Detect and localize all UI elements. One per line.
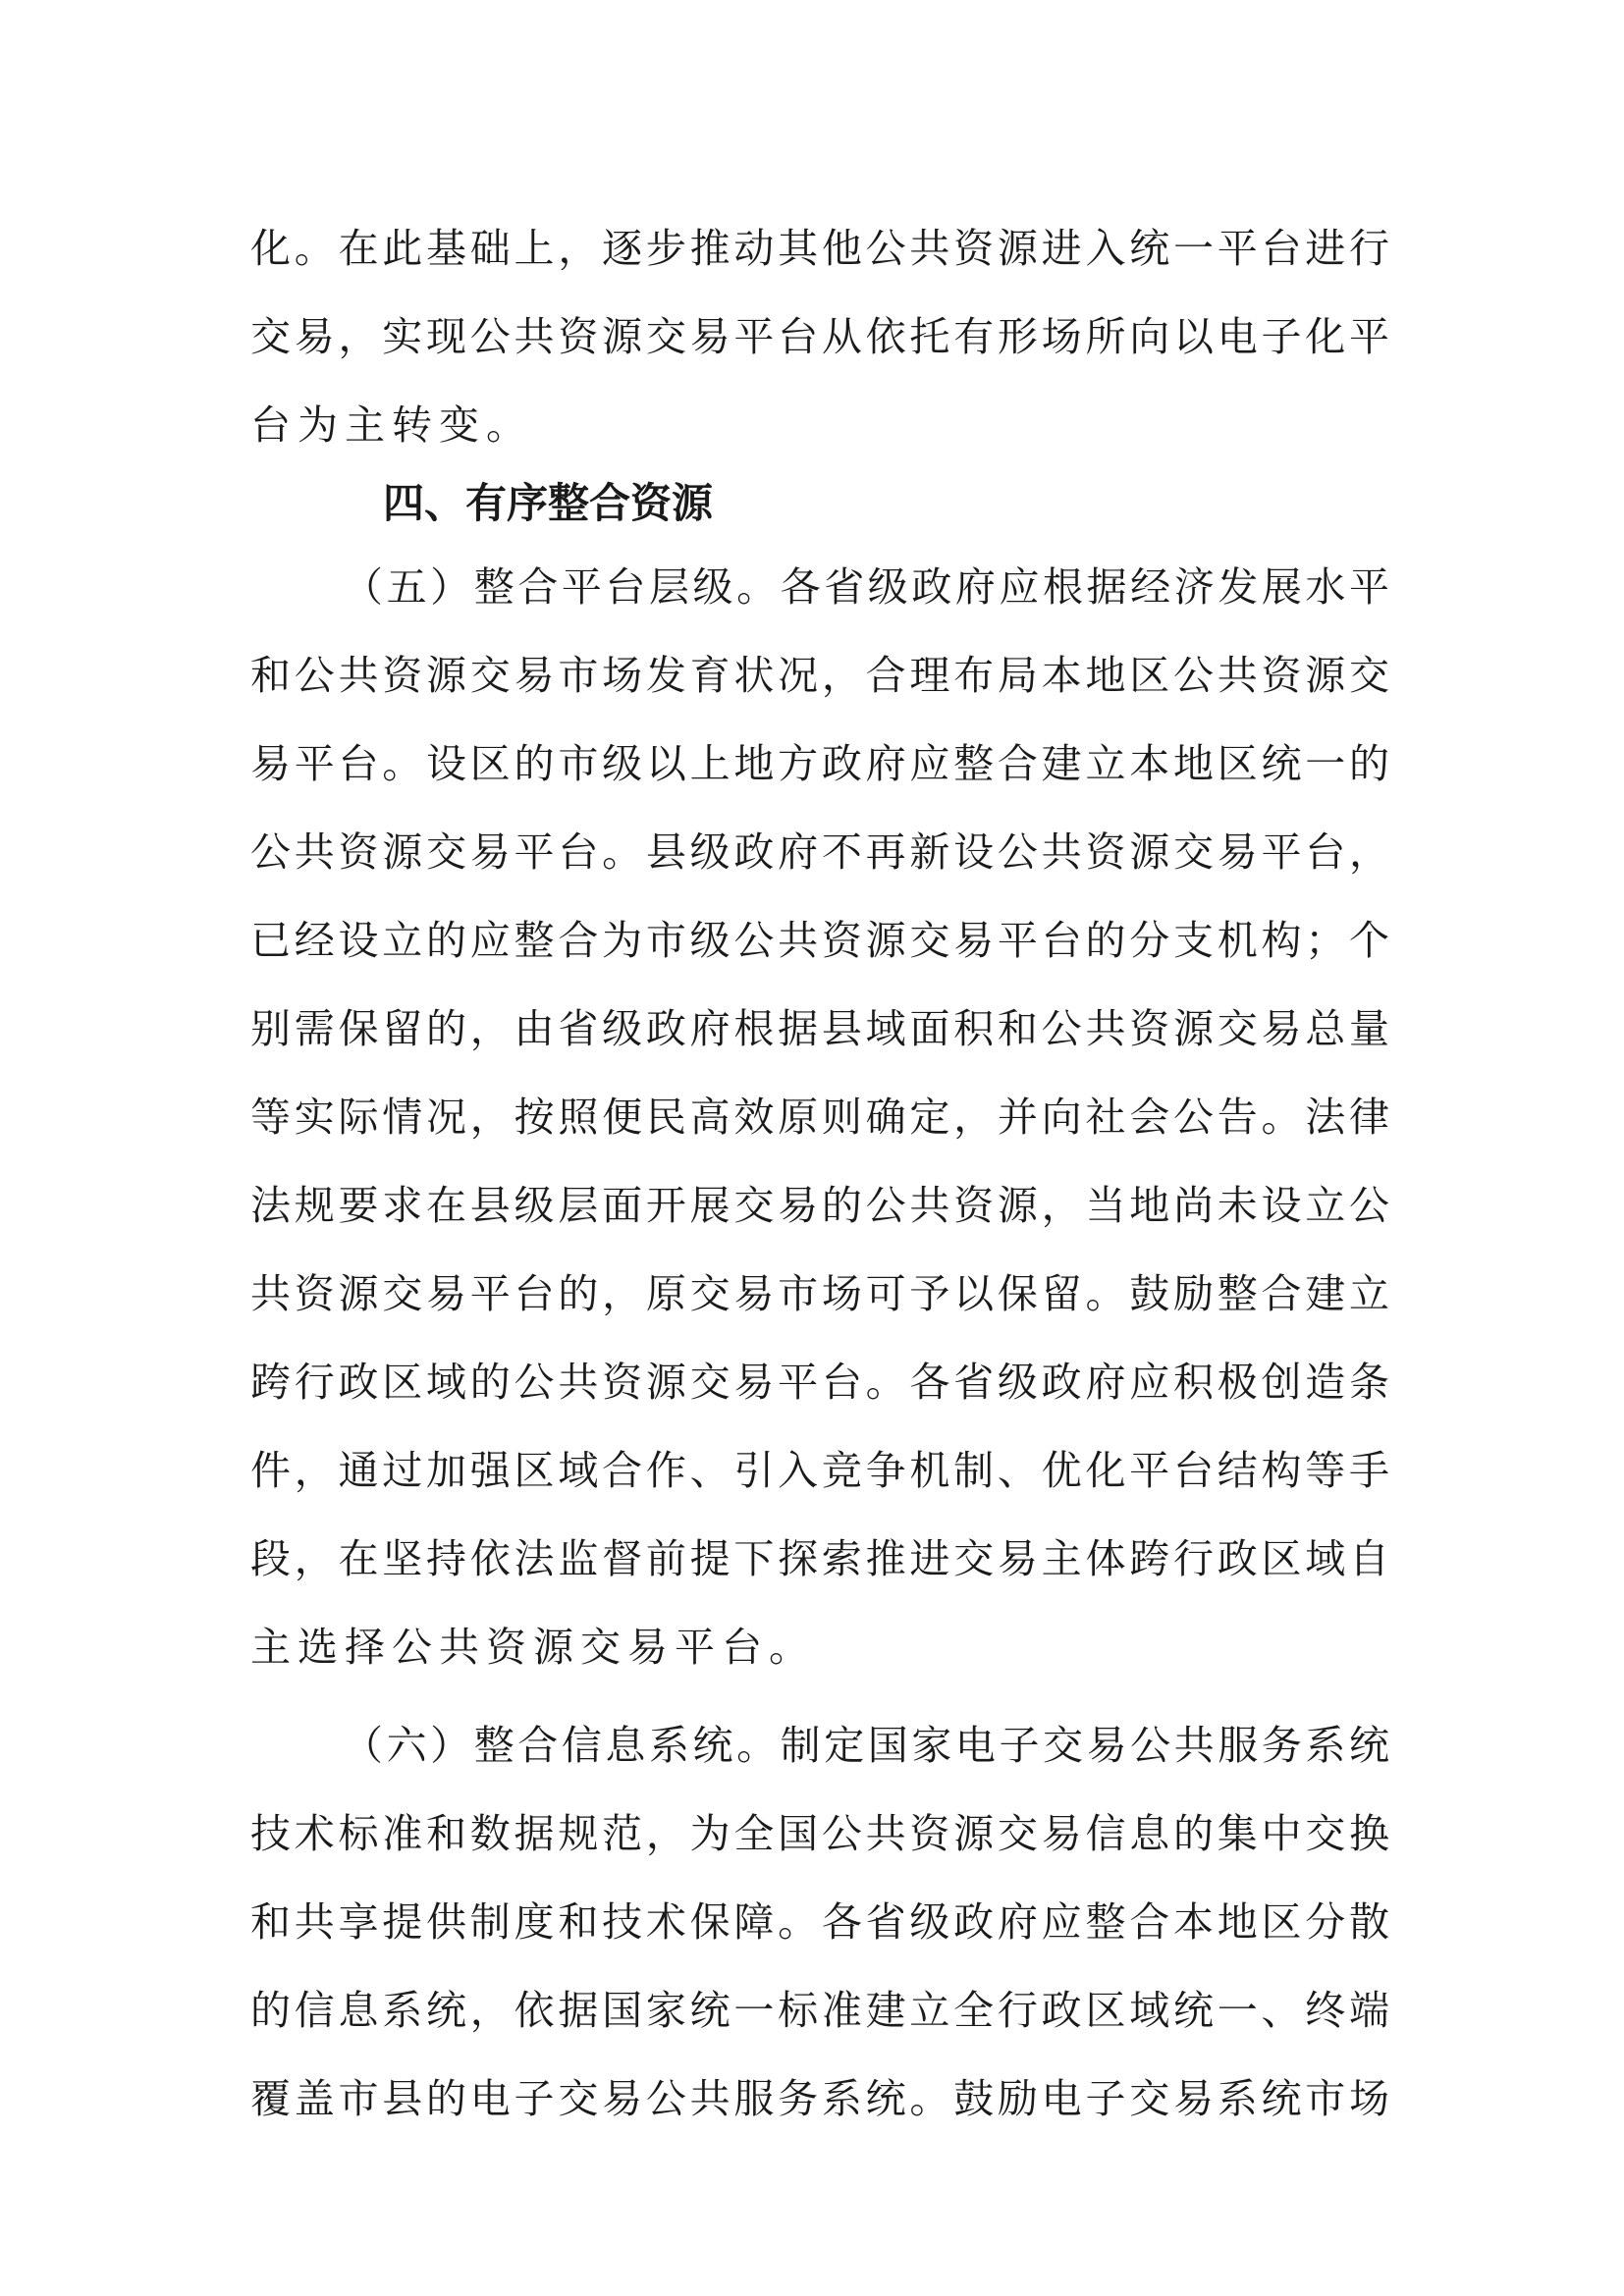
para-five-line-7: 等实际情况，按照便民高效原则确定，并向社会公告。法律 <box>250 1094 1393 1141</box>
para-five-line-9: 共资源交易平台的，原交易市场可予以保留。鼓励整合建立 <box>250 1270 1393 1317</box>
para-five-line-8: 法规要求在县级层面开展交易的公共资源，当地尚未设立公 <box>250 1182 1393 1229</box>
para-six-line-2: 技术标准和数据规范，为全国公共资源交易信息的集中交换 <box>250 1810 1393 1857</box>
intro-line-3: 台为主转变。 <box>250 401 533 449</box>
para-five-line-4: 公共资源交易平台。县级政府不再新设公共资源交易平台， <box>250 828 1393 876</box>
para-five-line-12: 段，在坚持依法监督前提下探索推进交易主体跨行政区域自 <box>250 1535 1393 1582</box>
intro-line-2: 交易，实现公共资源交易平台从依托有形场所向以电子化平 <box>250 313 1393 360</box>
para-five-line-11: 件，通过加强区域合作、引入竞争机制、优化平台结构等手 <box>250 1447 1393 1494</box>
para-five-line-5: 已经设立的应整合为市级公共资源交易平台的分支机构；个 <box>250 917 1393 964</box>
intro-line-1: 化。在此基础上，逐步推动其他公共资源进入统一平台进行 <box>250 225 1393 272</box>
para-six-line-3: 和共享提供制度和技术保障。各省级政府应整合本地区分散 <box>250 1898 1393 1946</box>
para-five-line-10: 跨行政区域的公共资源交易平台。各省级政府应积极创造条 <box>250 1359 1393 1406</box>
section-heading: 四、有序整合资源 <box>383 479 714 527</box>
para-five-line-1: （五）整合平台层级。各省级政府应根据经济发展水平 <box>343 563 1393 611</box>
para-five-line-2: 和公共资源交易市场发育状况，合理布局本地区公共资源交 <box>250 652 1393 699</box>
para-five-line-13: 主选择公共资源交易平台。 <box>250 1624 816 1671</box>
para-six-line-4: 的信息系统，依据国家统一标准建立全行政区域统一、终端 <box>250 1987 1393 2034</box>
para-six-line-1: （六）整合信息系统。制定国家电子交易公共服务系统 <box>343 1722 1393 1769</box>
para-five-line-6: 别需保留的，由省级政府根据县域面积和公共资源交易总量 <box>250 1005 1393 1052</box>
para-five-line-3: 易平台。设区的市级以上地方政府应整合建立本地区统一的 <box>250 740 1393 787</box>
para-six-line-5: 覆盖市县的电子交易公共服务系统。鼓励电子交易系统市场 <box>250 2075 1393 2122</box>
